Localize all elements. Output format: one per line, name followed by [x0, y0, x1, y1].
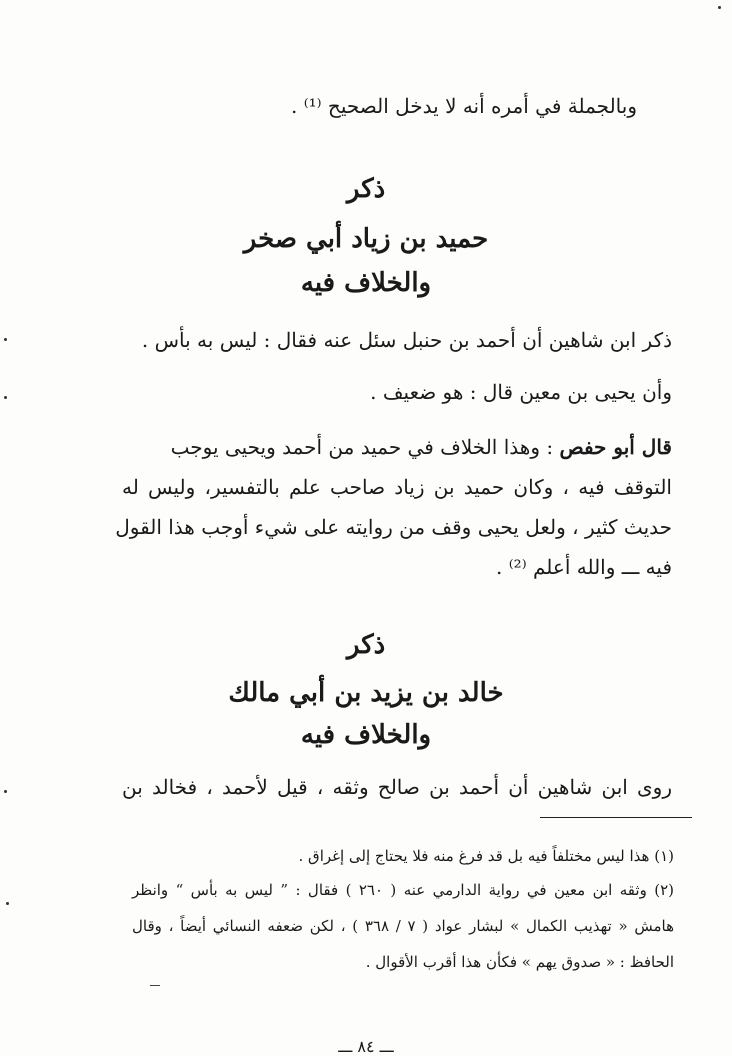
margin-dot — [4, 338, 7, 341]
section1-para-line-3: حديث كثير ، ولعل يحيى وقف من روايته على شيء أوجب هذا القول — [115, 515, 672, 539]
margin-dot — [6, 902, 9, 905]
footnote-2-line-3: الحافظ : « صدوق يهم » فكأن هذا أقرب الأقوال . — [365, 953, 674, 971]
stray-dash — [150, 985, 160, 986]
section2-line-1: روى ابن شاهين أن أحمد بن صالح وثقه ، قيل لأحمد ، فخالد بن — [122, 775, 672, 799]
section1-title: حميد بن زياد أبي صخر — [243, 224, 489, 254]
footnote-2-line-1: (٢) وثقه ابن معين في رواية الدارمي عنه ( ٢٦٠ ) فقال : ” ليس به بأس “ وانظر — [132, 881, 674, 899]
section1-line-2: وأن يحيى بن معين قال : هو ضعيف . — [370, 380, 672, 404]
section1-subtitle: والخلاف فيه — [300, 268, 432, 298]
margin-dot — [4, 790, 7, 793]
section1-para-line-4: فيه ـــ والله أعلم ⁽²⁾ . — [496, 555, 672, 579]
section2-heading: ذكر — [346, 630, 386, 660]
intro-line: وبالجملة في أمره أنه لا يدخل الصحيح ⁽¹⁾ . — [290, 94, 637, 118]
para-label: قال أبو حفص — [559, 435, 672, 459]
section1-para-line-1 — [171, 437, 672, 457]
section1-line-1: ذكر ابن شاهين أن أحمد بن حنبل سئل عنه فقال : ليس به بأس . — [141, 328, 672, 352]
section1-heading: ذكر — [346, 174, 386, 204]
para-line-1-text: : وهذا الخلاف في حميد من أحمد ويحيى يوجب — [170, 435, 554, 459]
footnote-separator — [540, 817, 692, 818]
section2-title: خالد بن يزيد بن أبي مالك — [228, 678, 504, 708]
footnote-2-line-2: هامش « تهذيب الكمال » لبشار عواد ( ٧ / ٣٦٨ ) ، لكن ضعفه النسائي أيضاً ، وقال — [132, 917, 674, 935]
section1-para-line-2: التوقف فيه ، وكان حميد بن زياد صاحب علم بالتفسير، وليس له — [122, 475, 672, 499]
margin-dot — [718, 6, 721, 9]
footnote-1: (١) هذا ليس مختلفاً فيه بل قد فرغ منه فلا يحتاج إلى إغراق . — [298, 847, 674, 865]
section2-subtitle: والخلاف فيه — [300, 720, 432, 750]
page-number: ـــ ٨٤ ـــ — [338, 1037, 394, 1056]
margin-dot — [4, 396, 7, 399]
